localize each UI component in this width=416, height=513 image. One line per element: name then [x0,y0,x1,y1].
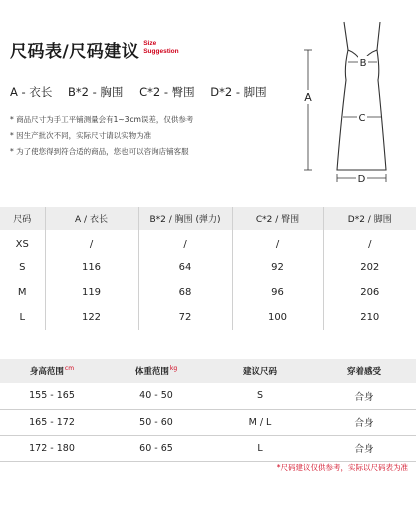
col-hip: C*2 / 臀围 [232,207,323,230]
label-d: D [357,174,366,185]
left-strap [344,22,348,50]
title-en-line2: Suggestion [143,48,179,55]
page-title-en [143,40,178,56]
table-row: XS / / / / [0,230,416,255]
col-fit-feel: 穿着感受 [312,359,416,383]
size-table [0,207,416,330]
legend-c: C*2 - 臀围 [139,85,195,99]
table-row: L 122 72 100 210 [0,305,416,330]
size-table-header [0,207,416,230]
col-length: A / 衣长 [45,207,138,230]
unit-cm: cm [64,365,75,373]
col-bust: B*2 / 胸围 (弹力) [138,207,232,230]
table-row: M 119 68 96 206 [0,280,416,305]
garment-diagram [290,20,410,185]
page-header [10,37,179,62]
legend-b: B*2 - 胸围 [67,85,124,99]
note-3: * 为了使您得到符合适的商品，您也可以咨询店铺客服 [10,147,189,156]
unit-kg: kg [169,365,178,373]
measurement-legend [10,84,279,100]
table-row: 155 - 165 40 - 50 S 合身 [0,383,416,409]
table-row: S 116 64 92 202 [0,255,416,280]
col-suggested-size: 建议尺码 [208,359,312,383]
note-1: * 商品尺寸为手工平铺测量会有1~3cm误差，仅供参考 [10,115,194,124]
label-c: C [358,113,366,124]
right-strap [377,22,380,50]
fit-table-header [0,359,416,383]
page-title: 尺码表/尺码建议 [10,42,140,62]
col-size: 尺码 [0,207,45,230]
col-height: 身高范围$^{cm}$ [0,359,104,383]
notes [10,112,193,160]
label-a: A [304,91,312,104]
note-2: * 因生产批次不同，实际尺寸请以实物为准 [10,131,152,140]
table-row: 172 - 180 60 - 65 L 合身 [0,435,416,461]
table-row: 165 - 172 50 - 60 M / L 合身 [0,409,416,435]
legend-d: D*2 - 脚围 [210,85,267,99]
footer-note: *尺码建议仅供参考，实际以尺码表为准 [276,463,408,472]
fit-table [0,359,416,462]
legend-a: A - 衣长 [10,85,53,99]
col-weight: 体重范围$^{kg}$ [104,359,208,383]
title-en-line1: Size [143,40,157,47]
label-b: B [359,58,367,69]
col-hem: D*2 / 脚围 [323,207,416,230]
